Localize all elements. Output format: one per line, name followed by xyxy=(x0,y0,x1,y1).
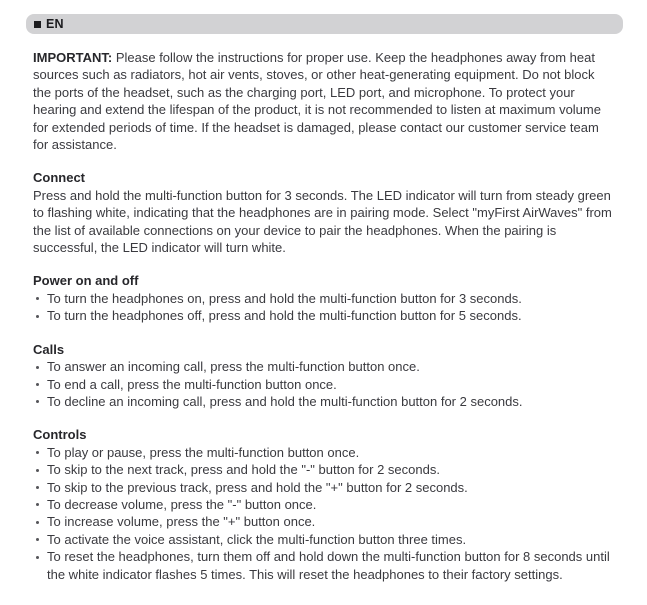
list-item: To end a call, press the multi-function button once. xyxy=(33,376,616,393)
section-calls xyxy=(33,341,616,411)
manual-content xyxy=(0,34,647,583)
section-power xyxy=(33,272,616,324)
list-item: To skip to the previous track, press and hold the "+" button for 2 seconds. xyxy=(33,479,616,496)
controls-heading: Controls xyxy=(33,427,87,443)
list-item: To decrease volume, press the "-" button once. xyxy=(33,496,616,513)
connect-paragraph: Press and hold the multi-function button for 3 seconds. The LED indicator will turn from steady green to flashing white, indicating that the headphones are in pairing mode. Select "myFirst AirWaves" from the list of available connections on your device to pair the headphones. When the pairing is successful, the LED indicator will turn white. xyxy=(33,187,612,256)
controls-list xyxy=(33,444,616,583)
list-item: To decline an incoming call, press and hold the multi-function button for 2 seconds. xyxy=(33,393,616,410)
language-label: EN xyxy=(46,17,64,31)
language-marker-icon xyxy=(34,21,41,28)
list-item: To play or pause, press the multi-function button once. xyxy=(33,444,616,461)
connect-heading: Connect xyxy=(33,170,85,186)
list-item: To increase volume, press the "+" button once. xyxy=(33,513,616,530)
important-text: Please follow the instructions for proper use. Keep the headphones away from heat sources such as radiators, hot air vents, stoves, or other heat-generating equipment. Do not block the ports of the headset, such as the charging port, LED port, and microphone. To protect your hearing and extend the lifespan of the product, it is not recommended to listen at maximum volume for extended periods of time. If the headset is damaged, please contact our customer service team for assistance. xyxy=(33,50,601,153)
language-header-bar xyxy=(26,14,623,34)
power-list xyxy=(33,290,616,325)
list-item: To turn the headphones off, press and hold the multi-function button for 5 seconds. xyxy=(33,307,616,324)
section-connect xyxy=(33,169,616,256)
section-controls xyxy=(33,426,616,583)
calls-list xyxy=(33,358,616,410)
list-item: To activate the voice assistant, click the multi-function button three times. xyxy=(33,531,616,548)
important-paragraph xyxy=(33,49,616,153)
list-item: To reset the headphones, turn them off and hold down the multi-function button for 8 seconds until the white indicator flashes 5 times. This will reset the headphones to their factory settings. xyxy=(33,548,616,583)
list-item: To answer an incoming call, press the multi-function button once. xyxy=(33,358,616,375)
list-item: To skip to the next track, press and hold the "-" button for 2 seconds. xyxy=(33,461,616,478)
power-heading: Power on and off xyxy=(33,273,139,289)
important-lead-label: IMPORTANT: xyxy=(33,50,113,65)
calls-heading: Calls xyxy=(33,341,65,357)
list-item: To turn the headphones on, press and hold the multi-function button for 3 seconds. xyxy=(33,290,616,307)
